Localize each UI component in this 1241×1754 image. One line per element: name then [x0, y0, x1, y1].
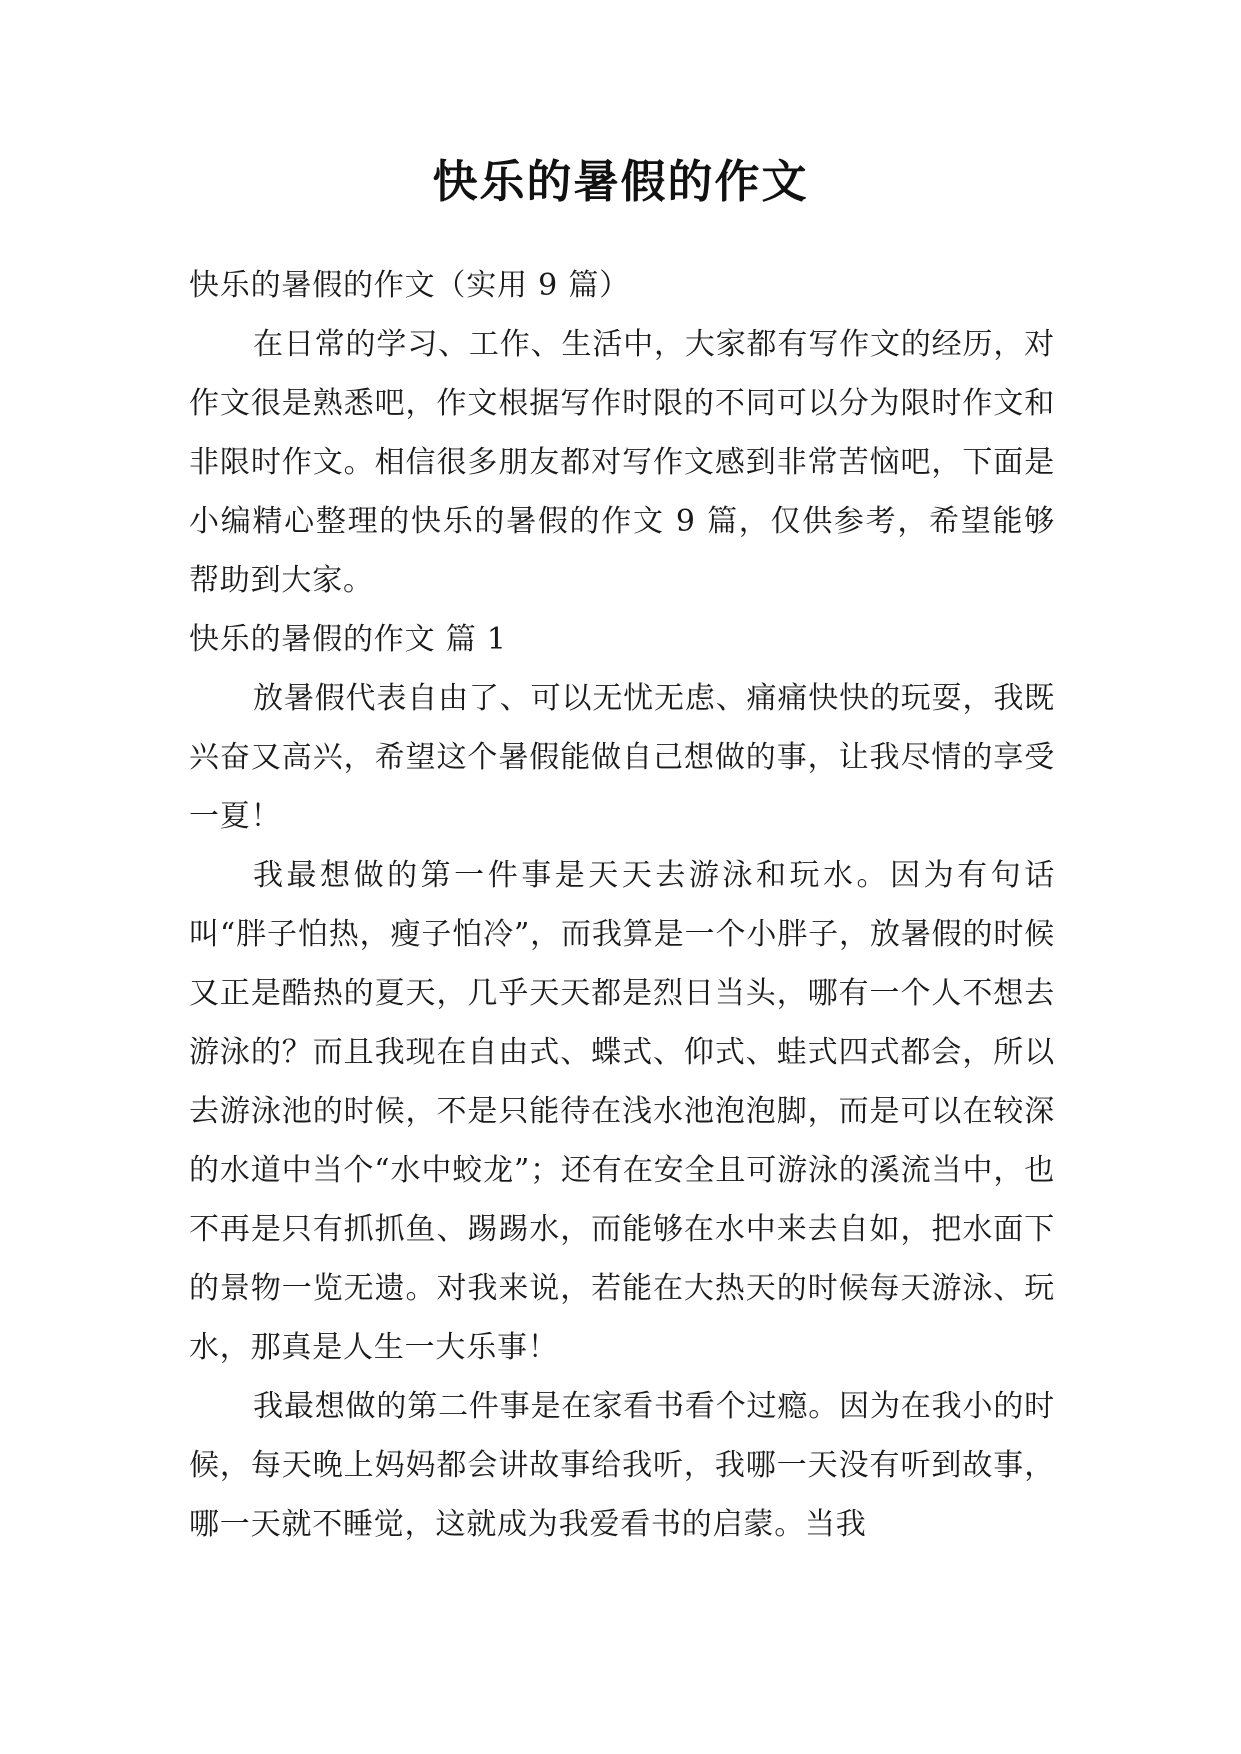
section-heading: 快乐的暑假的作文 篇 1	[189, 622, 507, 657]
document-title: 快乐的暑假的作文	[432, 155, 809, 208]
intro-paragraph: 在日常的学习、工作、生活中，大家都有写作文的经历，对作文很是熟悉吧，作文根据写作时限的不同可以分为限时作文和非限时作文。相信很多朋友都对写作文感到非常苦恼吧，下面是小编精心整理的快乐的暑假的作文 9 篇，仅供参考，希望能够帮助到大家。	[189, 327, 1055, 598]
body-paragraph: 放暑假代表自由了、可以无忧无虑、痛痛快快的玩耍，我既兴奋又高兴，希望这个暑假能做自己想做的事，让我尽情的享受一夏！	[189, 681, 1055, 834]
body-paragraph: 我最想做的第一件事是天天去游泳和玩水。因为有句话叫“胖子怕热，瘦子怕冷”，而我算是一个小胖子，放暑假的时候又正是酷热的夏天，几乎天天都是烈日当头，哪有一个人不想去游泳的？而且我现在自由式、蝶式、仰式、蛙式四式都会，所以去游泳池的时候，不是只能待在浅水池泡泡脚，而是可以在较深的水道中当个“水中蛟龙”；还有在安全且可游泳的溪流当中，也不再是只有抓抓鱼、踢踢水，而能够在水中来去自如，把水面下的景物一览无遗。对我来说，若能在大热天的时候每天游泳、玩水，那真是人生一大乐事！	[189, 858, 1055, 1365]
document-body	[189, 256, 1055, 1554]
document-subtitle: 快乐的暑假的作文（实用 9 篇）	[189, 268, 630, 303]
body-paragraph: 我最想做的第二件事是在家看书看个过瘾。因为在我小的时候，每天晚上妈妈都会讲故事给我听，我哪一天没有听到故事，哪一天就不睡觉，这就成为我爱看书的启蒙。当我	[189, 1389, 1055, 1542]
